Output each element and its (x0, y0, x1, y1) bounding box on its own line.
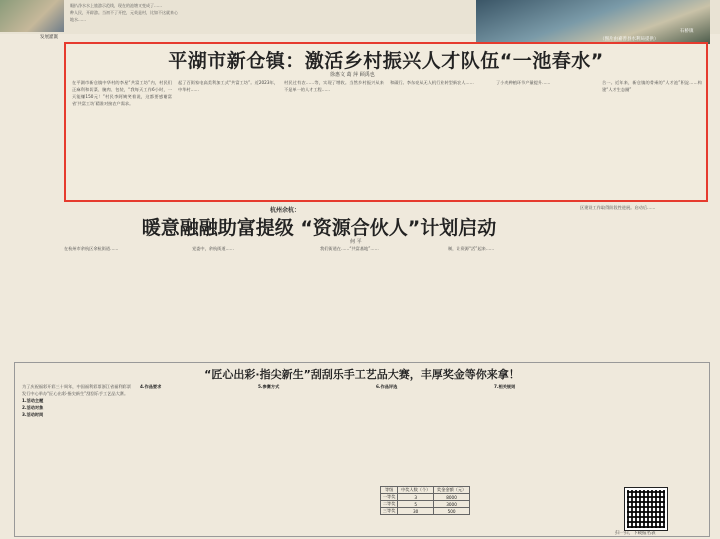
contest-section-heading: 2.活动对象 (22, 404, 44, 410)
second-article-title: 暖意融融助富提级 “资源合伙人”计划启动 (141, 217, 497, 239)
prize-table-cell: 一等奖 (381, 494, 398, 501)
featured-column-2: 起了百街家电高美利加工式“共富工坊”。近2023年，中华村…… (178, 80, 278, 92)
prize-table-header-cell: 中奖人数（个） (398, 487, 434, 494)
prize-table-cell: 三等奖 (381, 508, 398, 515)
second-column-1: 在杭州市余杭区余杭街道…… (64, 246, 119, 251)
top-right-photo (476, 0, 710, 44)
contest-column-2 (140, 384, 250, 534)
contest-column-5 (494, 384, 604, 534)
contest-section-heading: 4.作品要求 (140, 384, 162, 389)
prize-table-cell: 8000 (434, 494, 470, 501)
prize-table-cell: 30 (398, 508, 434, 515)
prize-table-header (381, 487, 470, 494)
prize-table (380, 486, 470, 515)
prize-table-row (381, 494, 470, 501)
contest-section-heading: 3.活动时间 (22, 411, 44, 417)
contest-intro: 为了庆祝福彩开彩三十周年，中国福利彩票浙江省福利彩票发行中心举办“匠心出彩·指尖新生”刮刮乐手工艺品大赛。 (22, 384, 131, 396)
featured-column-1: 在平湖市新仓镇中华村的李星“共富工坊”内，村民们正麻利和切菜、腌肉、包装，“我每天工作6小时，一天能赚150元！”村民李阿姨笑着说，这都要感谢富省‘共富工坊’精准对接农户需求。 (72, 80, 172, 106)
contest-section-heading: 5.参赛方式 (258, 384, 280, 389)
prize-table-cell: 3 (398, 494, 434, 501)
prize-table-row (381, 508, 470, 515)
second-column-3: 我们街道在……“共富基地”…… (320, 246, 379, 251)
featured-column-5: 了小麦种植环节产量提升…… (496, 80, 551, 85)
top-left-photo-caption: 发展灌溉 (40, 35, 58, 40)
top-left-photo (0, 0, 64, 32)
prize-table-cell: 二等奖 (381, 501, 398, 508)
contest-column-3 (258, 384, 368, 534)
second-column-4: 制，让资源“活”起来…… (448, 246, 495, 251)
contest-section-heading: 1.活动主题 (22, 397, 44, 403)
prize-table-cell: 500 (434, 508, 470, 515)
prize-table-cell: 3000 (434, 501, 470, 508)
featured-article-byline: 徐惠文 葛 萍 顾禹也 (330, 72, 375, 78)
contest-section-heading: 7.相关规则 (494, 384, 516, 389)
featured-column-6: 合一。近年来，新仓镇的骨乘的“人才池”积淀……构建“人才生态圈” (602, 80, 702, 92)
prize-table-cell: 5 (398, 501, 434, 508)
second-article-kicker: 杭州余杭： (270, 207, 301, 214)
featured-column-4: 和碳行。李东亮从无人机行业转型新农人…… (390, 80, 474, 85)
top-right-photo-label: 石桥镇 (680, 29, 694, 34)
second-column-2: 党委中，余杭街道…… (192, 246, 234, 251)
prize-table-header-cell: 奖金金额（元） (434, 487, 470, 494)
contest-section-heading: 6.作品评选 (376, 384, 398, 389)
qr-code[interactable] (625, 488, 667, 530)
top-right-photo-caption: （图片由嘉善县水利局提供） (600, 37, 659, 42)
right-side-column: 区建设工作取得阶段性进展。启动后…… (580, 205, 656, 210)
prize-table-header-cell: 等级 (381, 487, 398, 494)
second-article-byline: 何 平 (350, 239, 362, 245)
featured-article-title: 平湖市新仓镇：激活乡村振兴人才队伍“一池春水” (168, 50, 604, 72)
prize-table-row (381, 501, 470, 508)
contest-column-1 (22, 384, 132, 534)
contest-title: “匠心出彩·指尖新生”刮刮乐手工艺品大赛，丰厚奖金等你来拿！ (204, 368, 520, 381)
featured-column-3: 村民过有农……等，实现了增收。当然乡村振兴从来不是单一的人才工程…… (284, 80, 384, 92)
previous-article-text: 眼扒净水水上旅游示范线，现在的池塘又变成了…… 种人民，开辟游。当初不了开挖，元英是村，比如不这就来心 地水…… (70, 3, 178, 22)
qr-code-caption: 扫一扫，下载报名表 (615, 531, 656, 536)
